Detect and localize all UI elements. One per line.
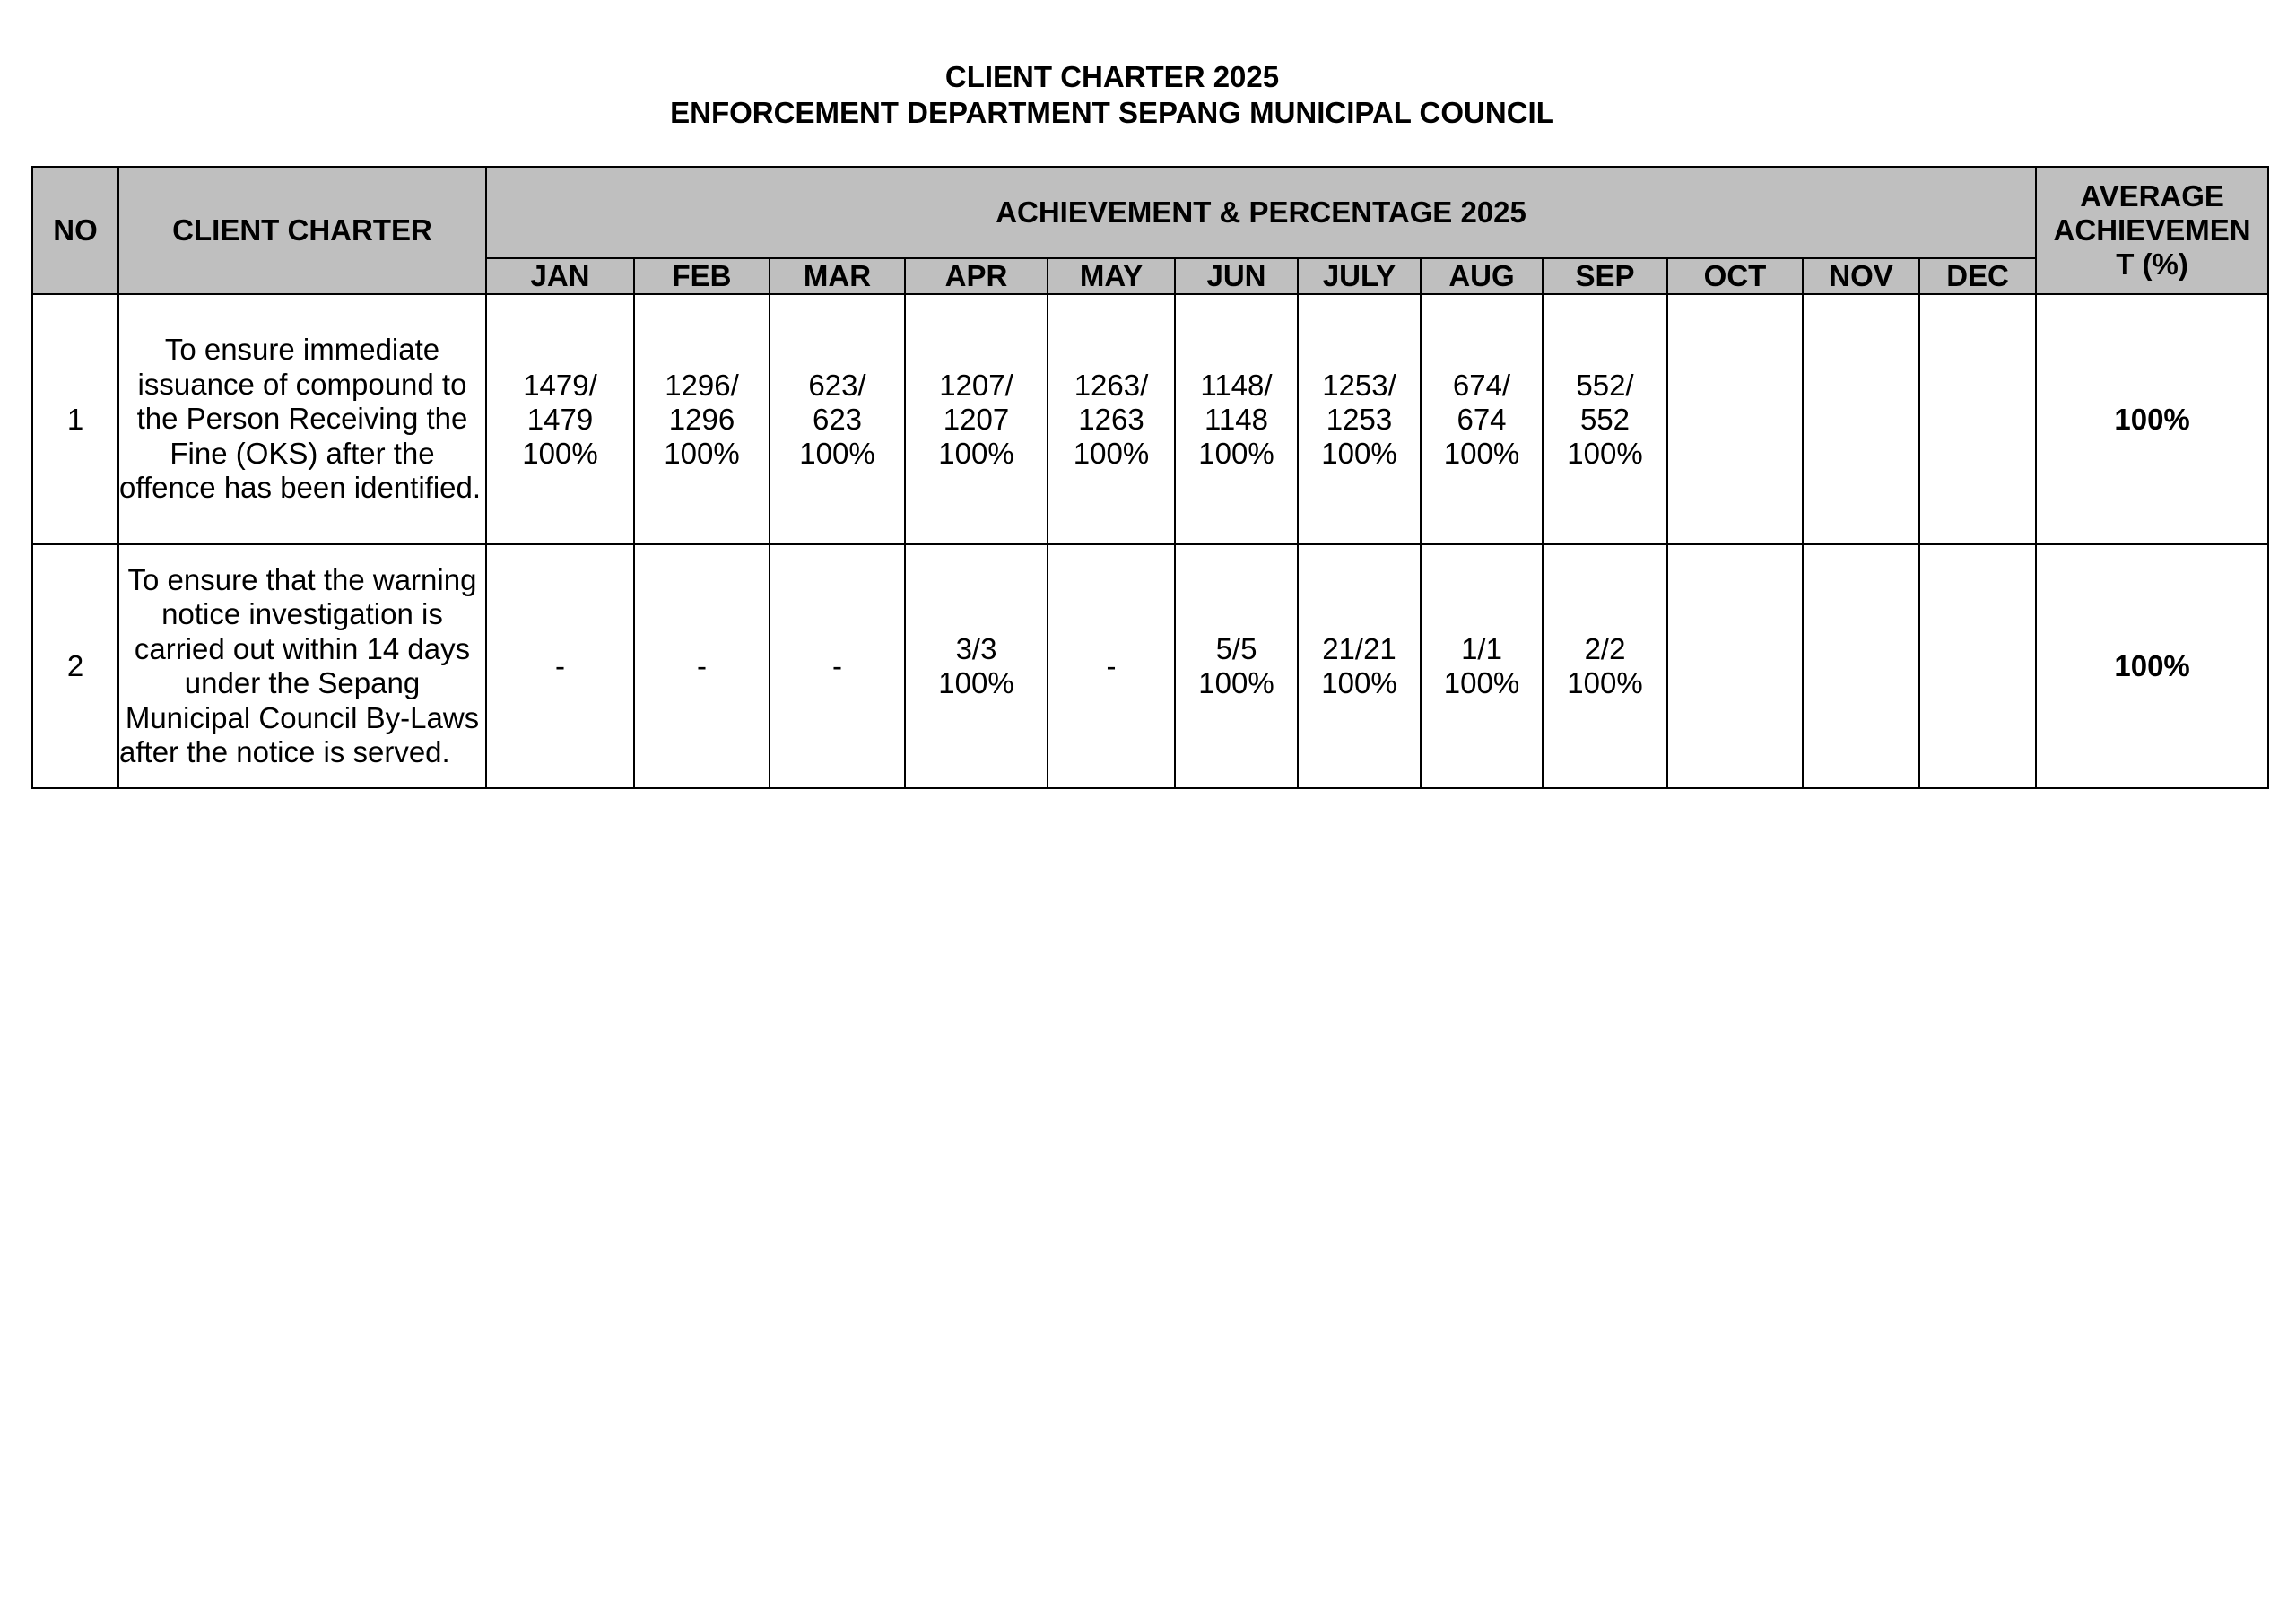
header-month-mar: MAR bbox=[770, 258, 905, 294]
client-charter-table bbox=[31, 166, 2269, 789]
cell-value: 1253 bbox=[1326, 402, 1393, 436]
cell-value: 1296 bbox=[668, 402, 735, 436]
cell-value: 1263 bbox=[1078, 402, 1144, 436]
cell-value: 21/21 bbox=[1322, 632, 1396, 665]
average-achievement: 100% bbox=[2036, 544, 2268, 788]
cell-sep bbox=[1543, 294, 1667, 544]
cell-value: 100% bbox=[1073, 436, 1150, 470]
header-month-feb: FEB bbox=[634, 258, 770, 294]
header-month-nov: NOV bbox=[1803, 258, 1919, 294]
header-month-sep: SEP bbox=[1543, 258, 1667, 294]
cell-apr bbox=[905, 294, 1048, 544]
cell-value: 1207/ bbox=[939, 368, 1013, 402]
cell-jun bbox=[1175, 294, 1298, 544]
cell-value: 100% bbox=[1567, 666, 1643, 699]
cell-value: 3/3 bbox=[955, 632, 997, 665]
cell-value: 5/5 bbox=[1215, 632, 1257, 665]
charter-description: To ensure that the warning notice investigation is carried out within 14 days under the Sepang Municipal Council By-Laws after the notice is served. bbox=[118, 544, 486, 788]
header-month-jun: JUN bbox=[1175, 258, 1298, 294]
cell-value: 100% bbox=[1443, 666, 1520, 699]
cell-value: 1296/ bbox=[665, 368, 739, 402]
cell-mar bbox=[770, 294, 905, 544]
header-month-may: MAY bbox=[1048, 258, 1175, 294]
cell-value: 552 bbox=[1579, 402, 1631, 436]
cell-value: 1479/ bbox=[523, 368, 597, 402]
cell-nov bbox=[1803, 294, 1919, 544]
cell-sep bbox=[1543, 544, 1667, 788]
header-month-aug: AUG bbox=[1421, 258, 1543, 294]
title-line-1: CLIENT CHARTER 2025 bbox=[944, 60, 1280, 93]
cell-value: 1207 bbox=[943, 402, 1010, 436]
header-month-dec: DEC bbox=[1919, 258, 2036, 294]
cell-value: 1479 bbox=[526, 402, 594, 436]
header-month-july: JULY bbox=[1298, 258, 1421, 294]
cell-dec bbox=[1919, 544, 2036, 788]
table-row bbox=[32, 544, 2268, 788]
cell-feb bbox=[634, 544, 770, 788]
cell-aug bbox=[1421, 294, 1543, 544]
cell-value: - bbox=[555, 649, 565, 682]
cell-may bbox=[1048, 544, 1175, 788]
table-row bbox=[32, 294, 2268, 544]
average-achievement: 100% bbox=[2036, 294, 2268, 544]
cell-value: 623/ bbox=[808, 368, 866, 402]
cell-apr bbox=[905, 544, 1048, 788]
cell-value: 100% bbox=[938, 666, 1014, 699]
cell-value: 100% bbox=[1198, 666, 1274, 699]
header-average-line-3: T (%) bbox=[2116, 247, 2188, 281]
cell-value: 100% bbox=[664, 436, 740, 470]
cell-value: 1148 bbox=[1205, 402, 1268, 436]
cell-mar bbox=[770, 544, 905, 788]
cell-value: 623 bbox=[812, 402, 863, 436]
header-no: NO bbox=[32, 167, 118, 294]
cell-value: - bbox=[697, 649, 707, 682]
cell-value: 1/1 bbox=[1461, 632, 1502, 665]
cell-value: - bbox=[1106, 649, 1117, 682]
cell-value: 100% bbox=[522, 436, 598, 470]
header-row-top bbox=[32, 167, 2268, 258]
header-month-jan: JAN bbox=[486, 258, 634, 294]
cell-nov bbox=[1803, 544, 1919, 788]
cell-value: 100% bbox=[1198, 436, 1274, 470]
title-line-2: ENFORCEMENT DEPARTMENT SEPANG MUNICIPAL COUNCIL bbox=[670, 96, 1554, 129]
cell-july bbox=[1298, 544, 1421, 788]
cell-jan bbox=[486, 294, 634, 544]
cell-aug bbox=[1421, 544, 1543, 788]
cell-value: 100% bbox=[1321, 436, 1397, 470]
cell-jan bbox=[486, 544, 634, 788]
header-achievement: ACHIEVEMENT & PERCENTAGE 2025 bbox=[486, 167, 2036, 258]
cell-value: 552/ bbox=[1576, 368, 1634, 402]
header-average-line-2: ACHIEVEMEN bbox=[2053, 213, 2251, 247]
cell-value: 100% bbox=[1443, 436, 1520, 470]
cell-value: 674/ bbox=[1452, 368, 1511, 402]
cell-value: 100% bbox=[799, 436, 875, 470]
cell-value: 100% bbox=[938, 436, 1014, 470]
cell-value: 1253/ bbox=[1322, 368, 1396, 402]
cell-may bbox=[1048, 294, 1175, 544]
cell-oct bbox=[1667, 294, 1803, 544]
cell-value: 100% bbox=[1321, 666, 1397, 699]
row-number: 2 bbox=[32, 544, 118, 788]
cell-value: 1148/ bbox=[1200, 368, 1273, 402]
cell-jun bbox=[1175, 544, 1298, 788]
cell-value: - bbox=[832, 649, 842, 682]
cell-feb bbox=[634, 294, 770, 544]
document-title bbox=[0, 59, 2224, 131]
cell-value: 674 bbox=[1457, 402, 1507, 436]
cell-dec bbox=[1919, 294, 2036, 544]
header-average-line-1: AVERAGE bbox=[2080, 179, 2224, 213]
header-client-charter: CLIENT CHARTER bbox=[118, 167, 486, 294]
cell-july bbox=[1298, 294, 1421, 544]
cell-value: 2/2 bbox=[1584, 632, 1626, 665]
cell-value: 1263/ bbox=[1074, 368, 1149, 402]
header-month-oct: OCT bbox=[1667, 258, 1803, 294]
header-average-achievement bbox=[2036, 167, 2268, 294]
cell-value: 100% bbox=[1567, 436, 1643, 470]
row-number: 1 bbox=[32, 294, 118, 544]
header-month-apr: APR bbox=[905, 258, 1048, 294]
charter-description: To ensure immediate issuance of compound to the Person Receiving the Fine (OKS) after the offence has been identified. bbox=[118, 294, 486, 544]
cell-oct bbox=[1667, 544, 1803, 788]
